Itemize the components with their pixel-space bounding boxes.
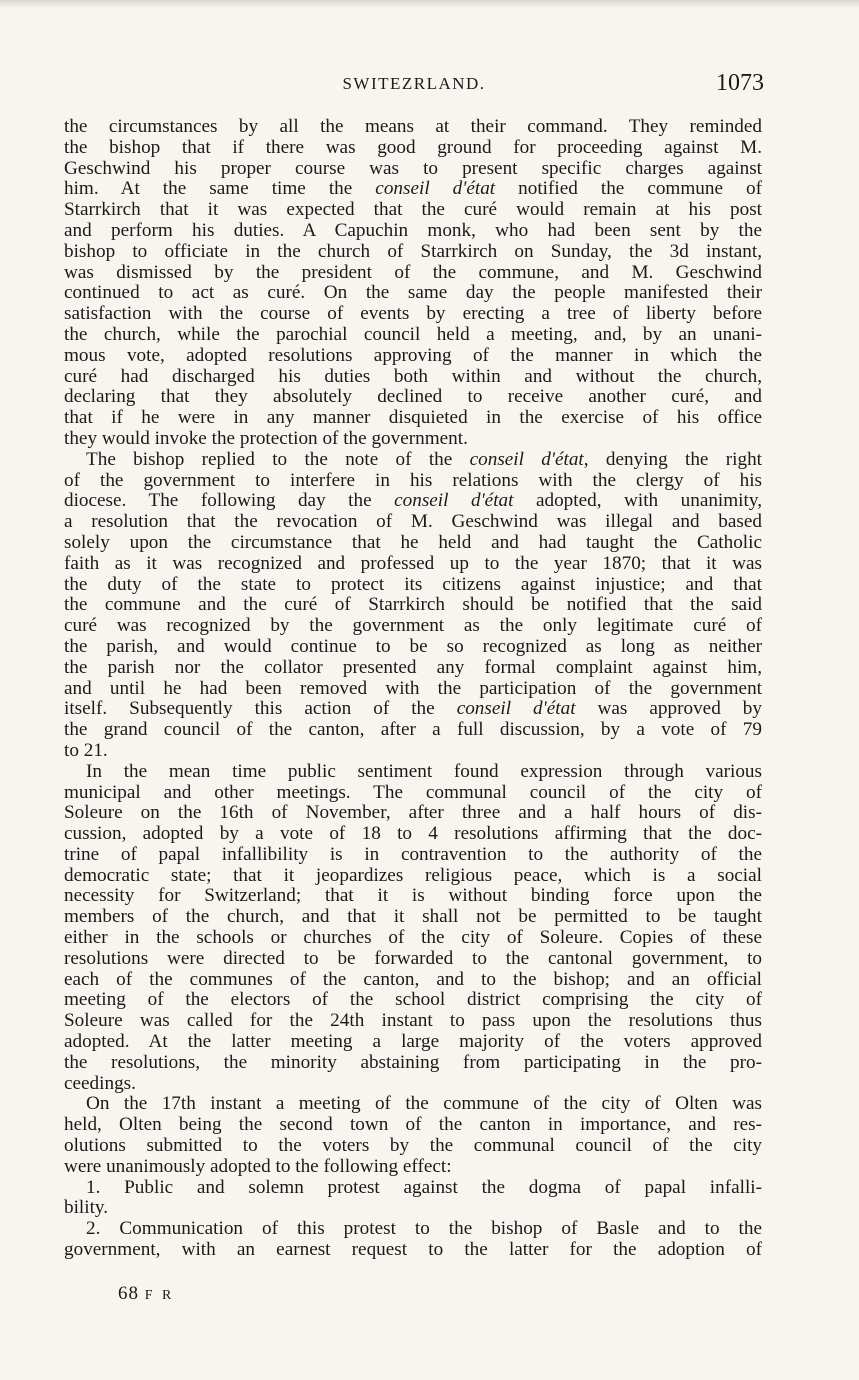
text-segment: trine of papal infallibility is in contravention to the authority of the <box>64 843 762 865</box>
text-segment: held, Olten being the second town of the canton in importance, and res- <box>64 1114 762 1136</box>
text-segment: The bishop replied to the note of the <box>86 448 470 470</box>
text-segment: diocese. The following day the <box>64 490 395 512</box>
footer-signature <box>118 1283 174 1305</box>
text-line <box>64 1074 762 1095</box>
text-segment: of the government to interfere in his relations with the clergy of his <box>64 469 762 491</box>
text-segment: bishop to officiate in the church of Starrkirch on Sunday, the 3d instant, <box>64 240 762 262</box>
text-line <box>64 1053 762 1074</box>
text-line <box>64 741 762 762</box>
text-line <box>64 637 762 658</box>
text-line <box>64 491 762 512</box>
text-line <box>64 762 762 783</box>
text-segment: the circumstances by all the means at their command. They reminded <box>64 116 762 137</box>
text-segment: either in the schools or churches of the city of Soleure. Copies of these <box>64 927 762 949</box>
text-line <box>64 866 762 887</box>
italic-phrase: conseil d'état <box>469 448 584 470</box>
text-segment: to 21. <box>64 739 108 761</box>
text-segment: democratic state; that it jeopardizes religious peace, which is a social <box>64 864 762 886</box>
text-segment: bility. <box>64 1197 109 1219</box>
text-line <box>64 699 762 720</box>
signature-number: 68 <box>118 1283 139 1304</box>
text-segment: On the 17th instant a meeting of the commune of the city of Olten was <box>86 1093 762 1115</box>
text-segment: each of the communes of the canton, and to the bishop; and an official <box>64 968 762 990</box>
text-segment: members of the church, and that it shall not be permitted to be taught <box>64 906 762 928</box>
text-segment: was dismissed by the president of the commune, and M. Geschwind <box>64 261 762 283</box>
text-line <box>64 533 762 554</box>
text-line <box>64 886 762 907</box>
text-line <box>64 679 762 700</box>
text-line <box>64 325 762 346</box>
text-line <box>64 720 762 741</box>
text-segment: the bishop that if there was good ground for proceeding against M. <box>64 136 762 158</box>
text-segment: Soleure on the 16th of November, after three and a half hours of dis- <box>64 802 762 824</box>
text-segment: and until he had been removed with the participation of the government <box>64 677 762 699</box>
text-segment: ceedings. <box>64 1072 136 1094</box>
text-segment: Starrkirch that it was expected that the curé would remain at his post <box>64 199 762 221</box>
italic-phrase: conseil d'état <box>456 698 576 720</box>
text-segment: itself. Subsequently this action of the <box>64 698 457 720</box>
text-segment: that if he were in any manner disquieted in the exercise of his office <box>64 407 762 429</box>
text-line <box>64 824 762 845</box>
text-segment: curé was recognized by the government as the only legitimate curé of <box>64 615 762 637</box>
text-line <box>64 387 762 408</box>
text-line <box>64 1094 762 1115</box>
text-line <box>64 138 762 159</box>
text-segment: adopted. At the latter meeting a large majority of the voters approved <box>64 1031 762 1053</box>
text-line <box>64 429 762 450</box>
text-segment: cussion, adopted by a vote of 18 to 4 resolutions affirming that the doc- <box>64 823 762 845</box>
page-top-edge <box>0 0 859 8</box>
text-segment: the church, while the parochial council held a meeting, and, by an unani- <box>64 323 762 345</box>
running-head <box>64 70 764 102</box>
text-segment: olutions submitted to the voters by the communal council of the city <box>64 1135 762 1157</box>
text-line <box>64 346 762 367</box>
text-segment: was approved by <box>575 698 762 720</box>
text-line <box>64 616 762 637</box>
text-line <box>64 1011 762 1032</box>
text-segment: mous vote, adopted resolutions approving of the manner in which the <box>64 344 762 366</box>
text-segment: notified the commune of <box>495 178 762 200</box>
text-segment: government, with an earnest request to the latter for the adoption of <box>64 1239 762 1261</box>
text-segment: resolutions were directed to be forwarded to the cantonal government, to <box>64 947 762 969</box>
text-line <box>64 783 762 804</box>
text-line <box>64 1240 762 1261</box>
page-number: 1073 <box>716 70 764 96</box>
text-segment: and perform his duties. A Capuchin monk, who had been sent by the <box>64 219 762 241</box>
text-segment: him. At the same time the <box>64 178 376 200</box>
text-segment: 1. Public and solemn protest against the dogma of papal infalli- <box>86 1176 762 1198</box>
signature-letters: F R <box>144 1288 175 1303</box>
text-line <box>64 1115 762 1136</box>
text-segment: the duty of the state to protect its citizens against injustice; and that <box>64 573 762 595</box>
text-line <box>64 221 762 242</box>
text-line <box>64 512 762 533</box>
text-line <box>64 658 762 679</box>
italic-phrase: conseil d'état <box>394 490 514 512</box>
text-segment: the parish nor the collator presented any formal complaint against him, <box>64 656 762 678</box>
text-segment: Geschwind his proper course was to present specific charges against <box>64 157 762 179</box>
text-segment: necessity for Switzerland; that it is without binding force upon the <box>64 885 762 907</box>
text-segment: the grand council of the canton, after a full discussion, by a vote of 79 <box>64 719 762 741</box>
text-segment: faith as it was recognized and professed up to the year 1870; that it was <box>64 552 762 574</box>
italic-phrase: conseil d'état <box>375 178 496 200</box>
text-line <box>64 949 762 970</box>
text-segment: solely upon the circumstance that he held and had taught the Catholic <box>64 531 762 553</box>
text-line <box>64 1032 762 1053</box>
text-line <box>64 242 762 263</box>
text-segment: adopted, with unanimity, <box>513 490 762 512</box>
text-line <box>64 970 762 991</box>
text-line <box>64 928 762 949</box>
text-line <box>64 554 762 575</box>
text-segment: declaring that they absolutely declined to receive another curé, and <box>64 386 762 408</box>
text-segment: curé had discharged his duties both within and without the church, <box>64 365 762 387</box>
text-segment: municipal and other meetings. The communal council of the city of <box>64 781 762 803</box>
text-segment: 2. Communication of this protest to the bishop of Basle and to the <box>86 1218 762 1240</box>
text-segment: the parish, and would continue to be so recognized as long as neither <box>64 635 762 657</box>
text-line <box>64 1198 762 1219</box>
text-segment: were unanimously adopted to the following effect: <box>64 1155 452 1177</box>
text-line <box>64 1136 762 1157</box>
body-text <box>64 117 762 1261</box>
text-segment: Soleure was called for the 24th instant to pass upon the resolutions thus <box>64 1010 762 1032</box>
text-line <box>64 179 762 200</box>
text-line <box>64 1178 762 1199</box>
text-line <box>64 990 762 1011</box>
text-line <box>64 263 762 284</box>
text-segment: the commune and the curé of Starrkirch should be notified that the said <box>64 594 762 616</box>
text-line <box>64 283 762 304</box>
text-line <box>64 803 762 824</box>
text-segment: , denying the right <box>583 448 762 470</box>
text-line <box>64 117 762 138</box>
text-segment: continued to act as curé. On the same day the people manifested their <box>64 282 762 304</box>
text-line <box>64 408 762 429</box>
text-line <box>64 845 762 866</box>
text-line <box>64 1157 762 1178</box>
text-segment: In the mean time public sentiment found expression through various <box>86 760 762 782</box>
text-line <box>64 200 762 221</box>
text-line <box>64 1219 762 1240</box>
text-segment: the resolutions, the minority abstaining from participating in the pro- <box>64 1051 762 1073</box>
text-line <box>64 304 762 325</box>
text-segment: they would invoke the protection of the government. <box>64 427 468 449</box>
text-line <box>64 907 762 928</box>
text-segment: satisfaction with the course of events by erecting a tree of liberty before <box>64 303 762 325</box>
text-line <box>64 575 762 596</box>
text-segment: a resolution that the revocation of M. Geschwind was illegal and based <box>64 511 762 533</box>
text-line <box>64 471 762 492</box>
text-line <box>64 159 762 180</box>
text-line <box>64 367 762 388</box>
text-segment: meeting of the electors of the school district comprising the city of <box>64 989 762 1011</box>
text-line <box>64 595 762 616</box>
running-title: SWITEZRLAND. <box>342 74 486 93</box>
text-line <box>64 450 762 471</box>
